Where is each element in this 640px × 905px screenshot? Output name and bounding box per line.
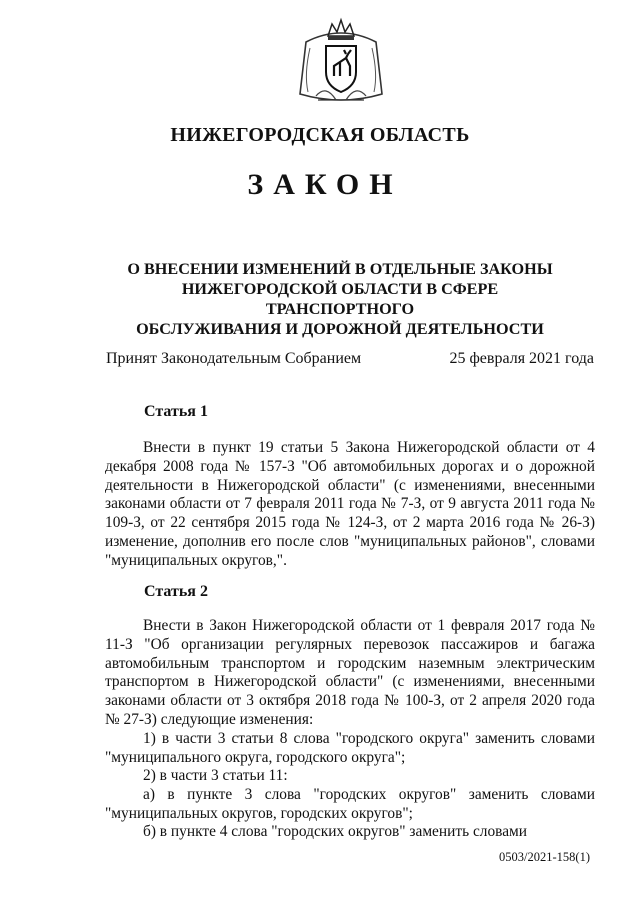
region-name: НИЖЕГОРОДСКАЯ ОБЛАСТЬ: [170, 124, 470, 146]
adoption-date: 25 февраля 2021 года: [449, 350, 594, 367]
article-2-item-2b: б) в пункте 4 слова "городских округов" заменить словами: [143, 823, 528, 840]
law-title-line: НИЖЕГОРОДСКОЙ ОБЛАСТИ В СФЕРЕ ТРАНСПОРТНОГО: [181, 280, 499, 318]
article-1-heading: Статья 1: [144, 403, 208, 420]
article-2-heading: Статья 2: [144, 583, 208, 600]
article-2-intro: Внести в Закон Нижегородской области от 1 февраля 2017 года № 11-З "Об организации регулярных перевозок пассажиров и багажа автомобильным транспортом и городским наземным электрическим транспортом в Нижегородской области" (с изменениями, внесенными законами области от 3 октября 2018 года № 100-З, от 2 апреля 2020 года № 27-З) следующие изменения:: [105, 617, 595, 728]
document-type: ЗАКОН: [247, 168, 403, 201]
law-title-line: ОБСЛУЖИВАНИЯ И ДОРОЖНОЙ ДЕЯТЕЛЬНОСТИ: [136, 320, 544, 338]
document-code: 0503/2021-158(1): [499, 850, 590, 864]
article-2-item-2: 2) в части 3 статьи 11:: [143, 767, 288, 784]
coat-of-arms-icon: [296, 14, 386, 114]
article-2-item-2a: а) в пункте 3 слова "городских округов" заменить словами "муниципальных округов, городских округов";: [105, 786, 595, 822]
law-title-line: О ВНЕСЕНИИ ИЗМЕНЕНИЙ В ОТДЕЛЬНЫЕ ЗАКОНЫ: [127, 260, 553, 278]
article-1-text: Внести в пункт 19 статьи 5 Закона Нижегородской области от 4 декабря 2008 года № 157-З "Об автомобильных дорогах и о дорожной деятельности в Нижегородской области" (с изменениями, внесенными законами области от 7 февраля 2011 года № 7-З, от 9 августа 2011 года № 109-З, от 22 сентября 2015 года № 124-З, от 2 марта 2016 года № 26-З) изменение, дополнив его после слов "муниципальных районов", словами "муниципальных округов,".: [105, 439, 595, 569]
law-title: [120, 259, 560, 339]
article-2-item-1: 1) в части 3 статьи 8 слова "городского округа" заменить словами "муниципального округа, городского округа";: [105, 730, 595, 766]
adoption-label: Принят Законодательным Собранием: [106, 350, 362, 367]
